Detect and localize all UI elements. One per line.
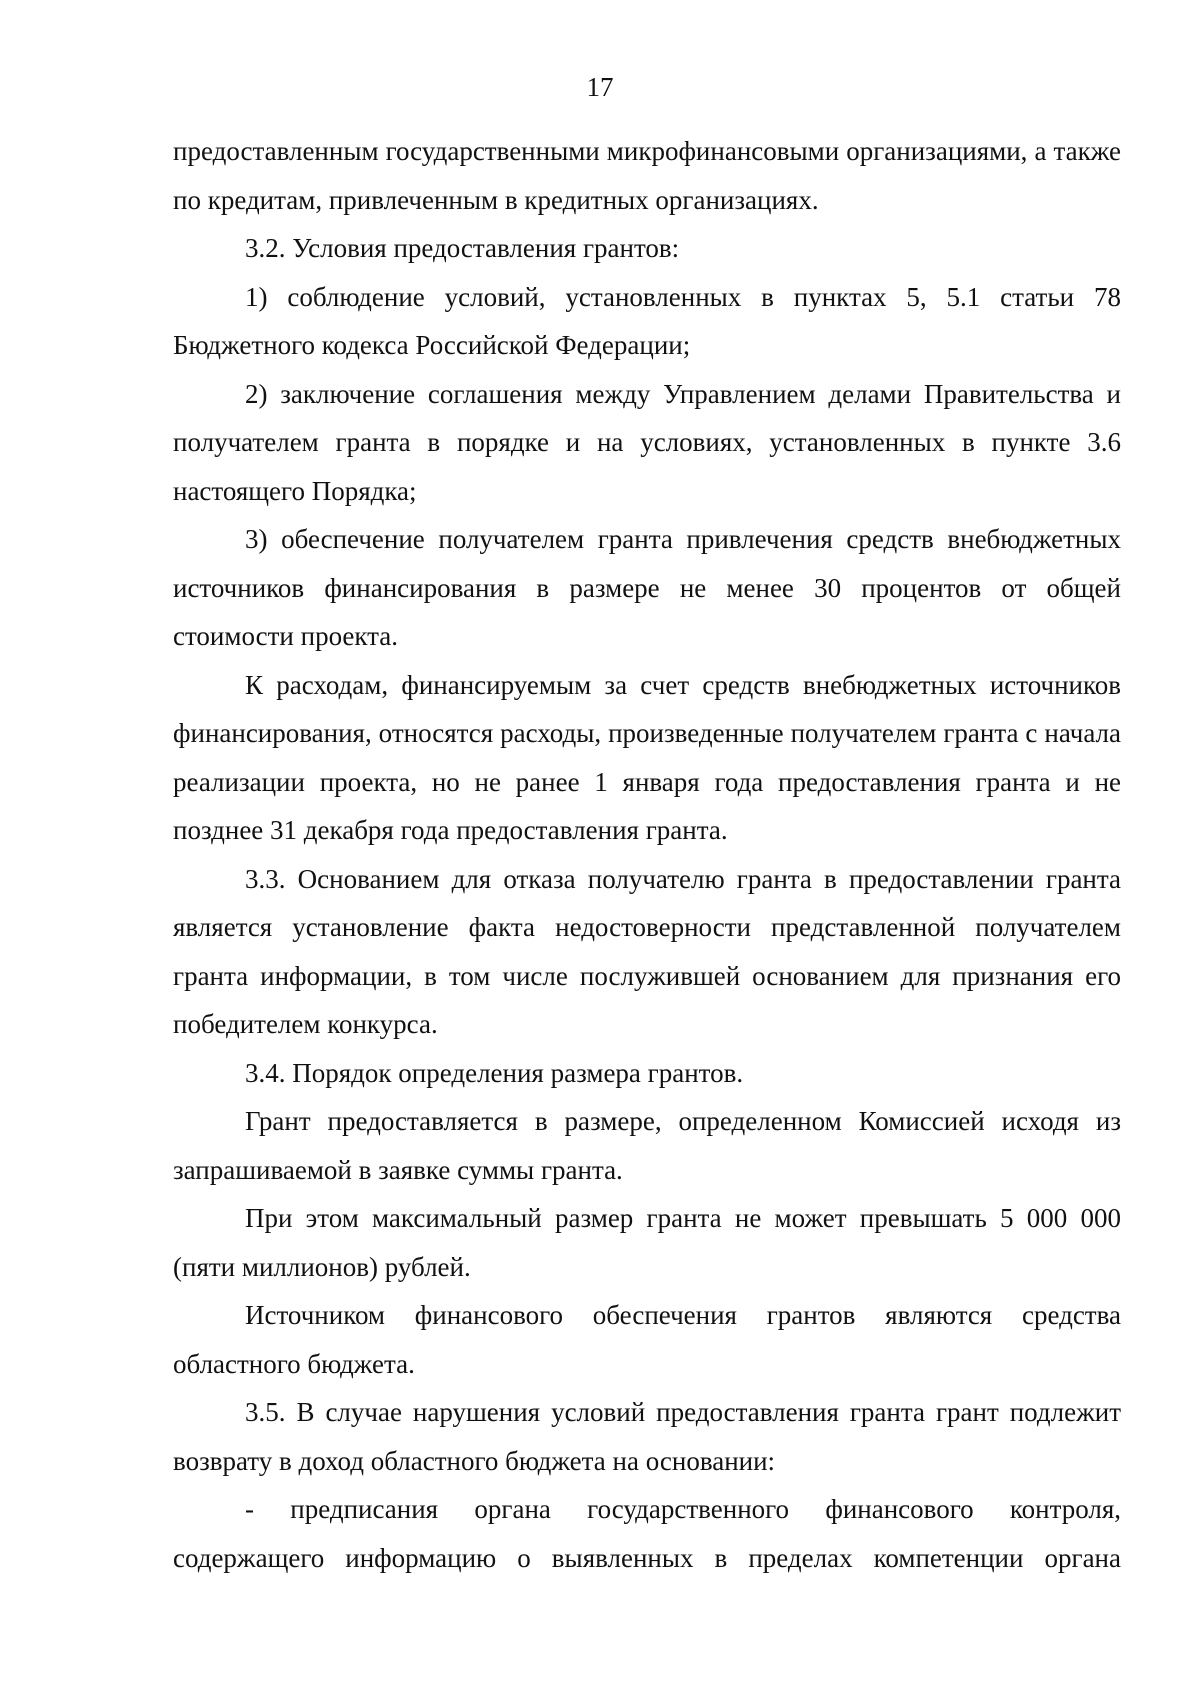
paragraph-13: - предписания органа государственного финансового контроля, содержащего информацию о выявленных в пределах компетенции органа [173,1494,1121,1573]
paragraph-10: При этом максимальный размер гранта не может превышать 5 000 000 (пяти миллионов) рублей. [173,1203,1121,1282]
paragraph-5: 3) обеспечение получателем гранта привлечения средств внебюджетных источников финансирования в размере не менее 30 процентов от общей стоимости проекта. [173,524,1121,651]
paragraph-8: 3.4. Порядок определения размера грантов. [245,1057,744,1088]
paragraph-9: Грант предоставляется в размере, определенном Комиссией исходя из запрашиваемой в заявке суммы гранта. [173,1106,1121,1185]
paragraph-7: 3.3. Основанием для отказа получателю гранта в предоставлении гранта является установление факта недостоверности представленной получателем гранта информации, в том числе послужившей основанием для признания его победителем конкурса. [173,863,1121,1039]
paragraph-3: 1) соблюдение условий, установленных в пунктах 5, 5.1 статьи 78 Бюджетного кодекса Российской Федерации; [173,281,1121,360]
document-body [173,127,1121,1582]
paragraph-6: К расходам, финансируемым за счет средств внебюджетных источников финансирования, относятся расходы, произведенные получателем гранта с начала реализации проекта, но не ранее 1 января года предоставления гранта и не позднее 31 декабря года предоставления гранта. [173,669,1121,845]
paragraph-4: 2) заключение соглашения между Управлением делами Правительства и получателем гранта в порядке и на условиях, установленных в пункте 3.6 настоящего Порядка; [173,378,1121,506]
paragraph-11: Источником финансового обеспечения грантов являются средства областного бюджета. [173,1300,1121,1379]
paragraph-2: 3.2. Условия предоставления грантов: [245,233,680,263]
paragraph-1: предоставленным государственными микрофинансовыми организациями, а также по кредитам, привлеченным в кредитных организациях. [173,136,1121,215]
page-number: 17 [586,72,614,102]
paragraph-12: 3.5. В случае нарушения условий предоставления гранта грант подлежит возврату в доход областного бюджета на основании: [173,1397,1121,1476]
